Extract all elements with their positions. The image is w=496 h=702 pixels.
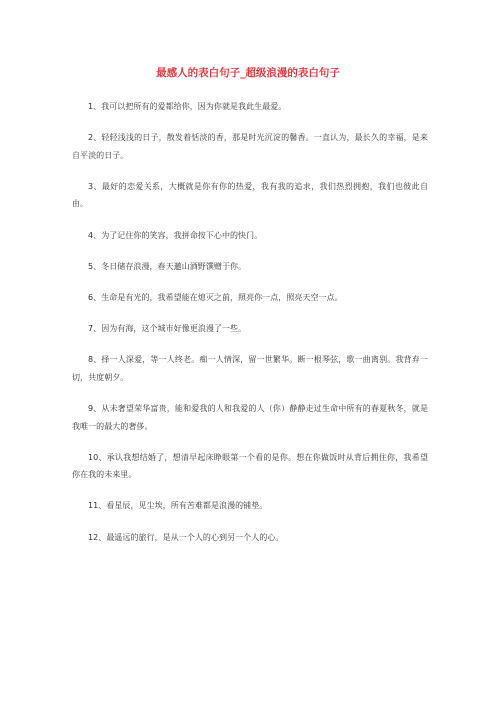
paragraph-3: 3、最好的恋爱关系，大概就是你有你的热爱，我有我的追求，我们热烈拥抱，我们也彼此自由。 bbox=[72, 181, 428, 209]
document-body bbox=[72, 98, 428, 560]
paragraph-5: 5、冬日储存浪漫，春天邀山酒野馔赠于你。 bbox=[88, 261, 247, 271]
paragraph-7: 7、因为有海，这个城市好像更浪漫了一些。 bbox=[88, 324, 247, 334]
paragraph-8: 8、择一人深爱，等一人终老。痴一人情深，留一世繁华。断一根琴弦，歌一曲离别。我背弃一切，共度朝夕。 bbox=[72, 355, 428, 382]
paragraph-2: 2、轻轻浅浅的日子，散发着恬淡的香，那是时光沉淀的馨香。一直认为，最长久的幸福，是来自平淡的日子。 bbox=[72, 133, 428, 160]
paragraph-11: 11、看星辰，见尘埃，所有苦难都是浪漫的铺垫。 bbox=[88, 501, 268, 511]
document-title: 最感人的表白句子_超级浪漫的表白句子 bbox=[156, 67, 340, 79]
paragraph-9: 9、从未奢望荣华富贵，能和爱我的人和我爱的人（你）静静走过生命中所有的春夏秋冬，就是我唯一的最大的奢侈。 bbox=[72, 404, 428, 431]
paragraph-10: 10、承认我想结婚了，想清早起床睁眼第一个看的是你。想在你做饭时从背后拥住你，我希望你在我的未来里。 bbox=[72, 452, 428, 480]
paragraph-4: 4、为了记住你的笑容，我拼命按下心中的快门。 bbox=[88, 230, 263, 240]
paragraph-1: 1、我可以把所有的爱都给你，因为你就是我此生最爱。 bbox=[88, 102, 287, 111]
paragraph-6: 6、生命是有光的，我希望能在熄灭之前，照亮你一点，照亮天空一点。 bbox=[88, 292, 343, 302]
paragraph-12: 12、最遥远的旅行，是从一个人的心到另一个人的心。 bbox=[88, 532, 284, 542]
